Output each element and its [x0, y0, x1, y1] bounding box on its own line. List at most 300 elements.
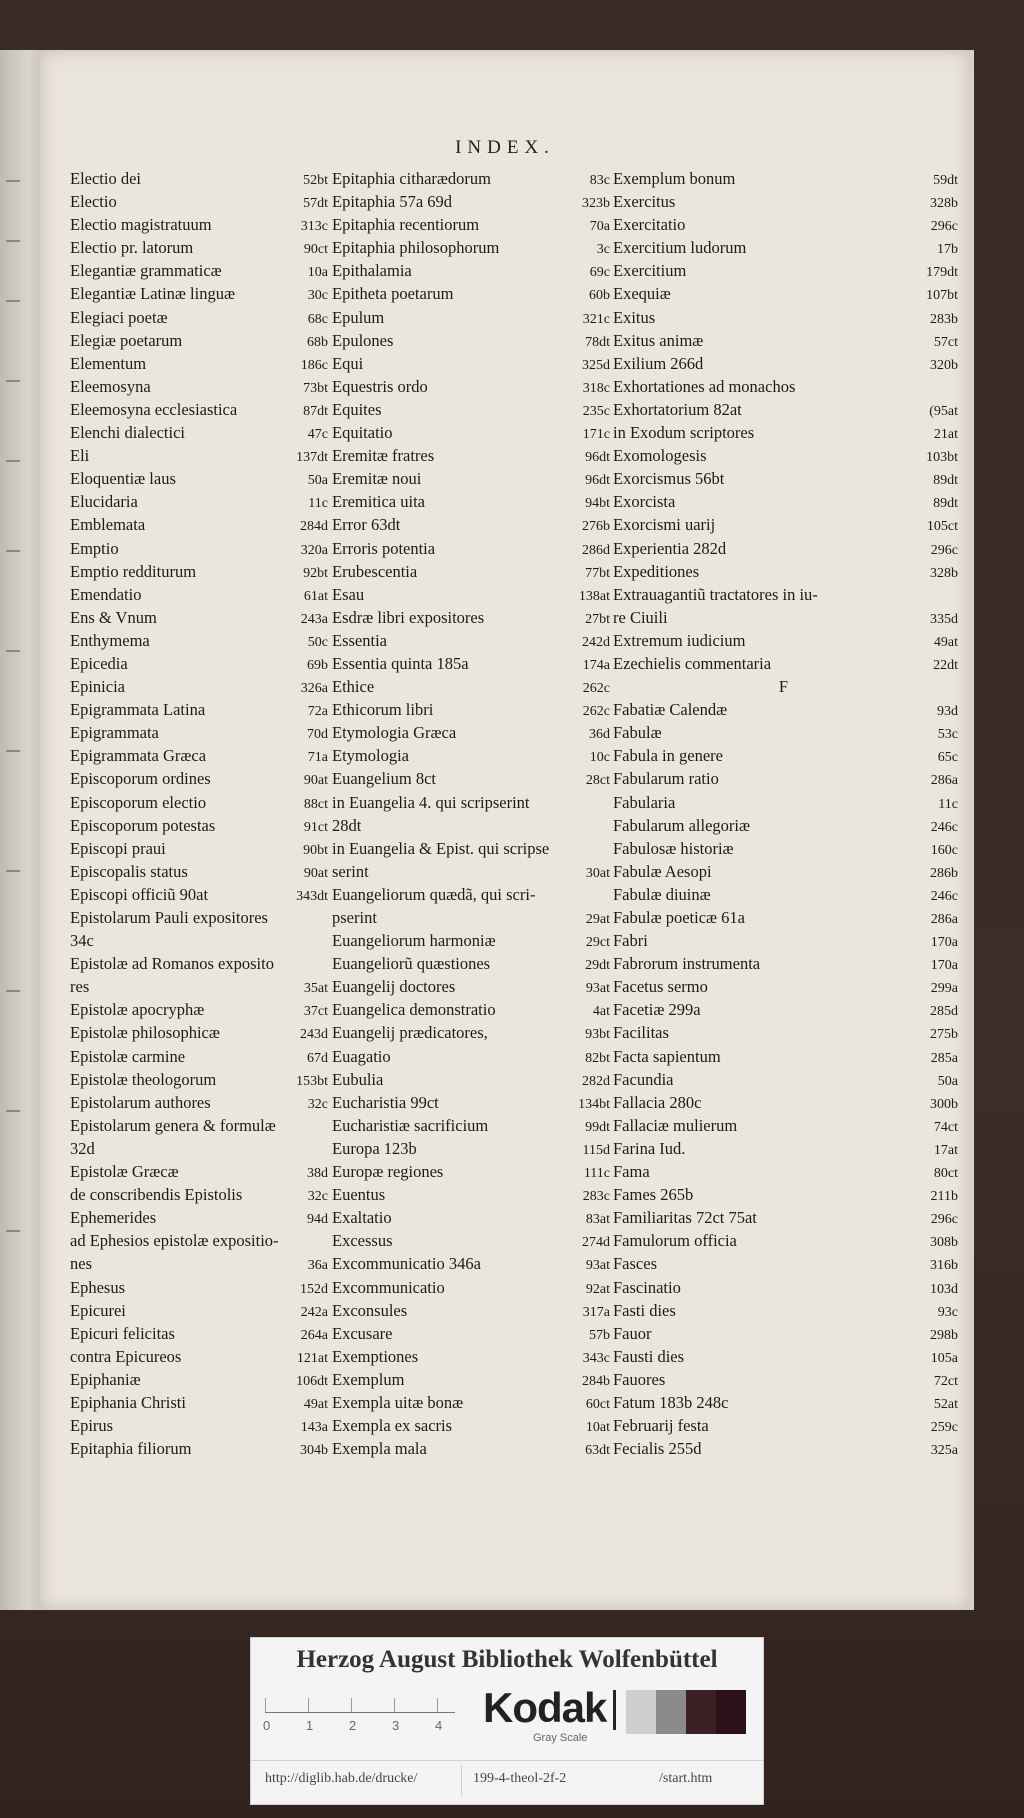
entry-term: Famulorum officia — [613, 1231, 737, 1251]
index-entry — [613, 467, 958, 490]
entry-term: Equites — [332, 399, 382, 419]
entry-reference: 92bt — [303, 565, 328, 581]
entry-term: Elementum — [70, 353, 147, 373]
index-entry — [70, 791, 328, 814]
entry-term: Elegantiæ grammaticæ — [70, 261, 222, 281]
entry-reference: 30at — [585, 865, 610, 881]
index-entry — [70, 698, 328, 721]
entry-term: Erubescentia — [332, 561, 418, 581]
gray-patch — [626, 1690, 656, 1734]
index-entry — [613, 837, 958, 860]
entry-reference: 313c — [300, 219, 328, 235]
entry-reference: 170a — [930, 958, 958, 974]
margin-mark — [6, 750, 20, 752]
index-entry — [332, 352, 610, 375]
entry-reference: 103bt — [926, 450, 958, 466]
entry-reference: 286d — [582, 542, 610, 558]
entry-term: de conscribendis Epistolis — [70, 1185, 243, 1205]
index-entry — [613, 1276, 958, 1299]
entry-reference: 235c — [582, 403, 610, 419]
entry-reference: 286a — [930, 773, 958, 789]
entry-term: Exempla ex sacris — [332, 1416, 453, 1436]
entry-reference: 296c — [930, 219, 958, 235]
entry-term: Eucharistia 99ct — [332, 1092, 439, 1112]
entry-term: Fabulæ diuinæ — [613, 884, 711, 904]
index-entry — [332, 1368, 610, 1391]
entry-term: Europa 123b — [332, 1138, 417, 1158]
entry-reference: 325a — [930, 1443, 958, 1459]
index-entry — [332, 490, 610, 513]
entry-reference: 160c — [930, 842, 958, 858]
entry-reference: 323b — [582, 196, 610, 212]
index-entry — [332, 1091, 610, 1114]
page-title: INDEX. — [455, 137, 555, 158]
entry-term: Eucharistiæ sacrificium — [332, 1115, 489, 1135]
index-entry — [332, 1299, 610, 1322]
entry-reference: 317a — [582, 1304, 610, 1320]
index-entry — [332, 306, 610, 329]
entry-term: Epicedia — [70, 653, 128, 673]
entry-reference: 87dt — [303, 403, 328, 419]
index-entry — [332, 1068, 610, 1091]
index-entry — [613, 998, 958, 1021]
entry-term: Elegantiæ Latinæ linguæ — [70, 284, 235, 304]
entry-reference: 318c — [582, 380, 610, 396]
index-entry — [70, 560, 328, 583]
entry-term: Epitaphia citharædorum — [332, 169, 491, 188]
entry-term: Exconsules — [332, 1300, 408, 1320]
margin-mark — [6, 180, 20, 182]
entry-reference: 179dt — [926, 265, 958, 281]
gray-scale-label: Gray Scale — [533, 1732, 588, 1744]
index-entry — [613, 375, 958, 398]
index-entry — [70, 998, 328, 1021]
entry-reference: 283b — [930, 311, 958, 327]
entry-term: Fasces — [613, 1254, 657, 1274]
entry-reference: 243d — [300, 1027, 328, 1043]
entry-term: Epistolæ philosophicæ — [70, 1023, 220, 1043]
index-entry — [332, 952, 610, 975]
ruler-number: 3 — [392, 1718, 400, 1733]
entry-reference: 94d — [307, 1212, 328, 1228]
entry-term: in Euangelia 4. qui scripserint — [332, 792, 530, 812]
entry-term: Excommunicatio — [332, 1277, 445, 1297]
entry-reference: 320a — [300, 542, 328, 558]
entry-term: Fabatiæ Calendæ — [613, 700, 728, 720]
index-entry — [613, 1299, 958, 1322]
index-entry — [332, 1437, 610, 1460]
entry-term: Exempla uitæ bonæ — [332, 1392, 464, 1412]
index-entry — [332, 1276, 610, 1299]
index-page — [40, 50, 974, 1610]
entry-reference: 285a — [930, 1050, 958, 1066]
index-entry — [613, 698, 958, 721]
entry-reference: 63dt — [585, 1443, 610, 1459]
index-entry — [70, 629, 328, 652]
ruler-number: 4 — [435, 1718, 443, 1733]
entry-reference: 52at — [933, 1396, 958, 1412]
index-entry — [332, 467, 610, 490]
index-entry — [332, 1345, 610, 1368]
entry-term: Fabula in genere — [613, 746, 723, 766]
entry-term: Fauor — [613, 1323, 652, 1343]
entry-reference: 96dt — [585, 450, 610, 466]
entry-reference: 111c — [583, 1166, 610, 1182]
index-entry — [613, 421, 958, 444]
entry-reference: 93at — [585, 1258, 610, 1274]
index-entry — [70, 952, 328, 975]
entry-term: Euagatio — [332, 1046, 391, 1066]
index-entry — [613, 282, 958, 305]
index-entry — [332, 837, 610, 860]
entry-term: Februarij festa — [613, 1416, 709, 1436]
index-entry — [70, 1206, 328, 1229]
index-entry — [613, 560, 958, 583]
index-entry — [332, 513, 610, 536]
entry-reference: 49at — [933, 634, 958, 650]
entry-reference: 242d — [582, 634, 610, 650]
index-entry — [332, 1414, 610, 1437]
entry-term: Exorcismi uarij — [613, 515, 716, 535]
entry-reference: 69c — [589, 265, 610, 281]
index-entry — [70, 282, 328, 305]
index-entry — [70, 1252, 328, 1275]
entry-term: Exitus animæ — [613, 330, 704, 350]
gray-scale-patches — [626, 1690, 746, 1734]
entry-term: Epicuri felicitas — [70, 1323, 175, 1343]
index-entry — [613, 190, 958, 213]
index-entry — [332, 652, 610, 675]
entry-reference: 37ct — [303, 1004, 328, 1020]
index-entry — [332, 929, 610, 952]
index-entry — [70, 675, 328, 698]
entry-reference: 49at — [303, 1396, 328, 1412]
entry-term: Eubulia — [332, 1069, 384, 1089]
index-entry — [70, 837, 328, 860]
entry-reference: 10c — [589, 750, 610, 766]
index-entry — [332, 698, 610, 721]
entry-reference: 83at — [585, 1212, 610, 1228]
entry-reference: 343c — [582, 1350, 610, 1366]
index-entry — [70, 467, 328, 490]
entry-term: Facilitas — [613, 1023, 669, 1043]
index-entry — [332, 906, 610, 929]
index-entry — [70, 1137, 328, 1160]
entry-term: Fabulosæ historiæ — [613, 838, 734, 858]
entry-reference: 10at — [585, 1420, 610, 1436]
ruler-tick — [437, 1698, 438, 1712]
entry-reference: 72ct — [933, 1373, 958, 1389]
index-entry — [332, 744, 610, 767]
index-entry — [70, 259, 328, 282]
entry-term: Essentia quinta 185a — [332, 653, 469, 673]
entry-term: Exercitatio — [613, 215, 686, 235]
entry-term: Epistolarum Pauli expositores — [70, 908, 268, 927]
index-entry — [613, 860, 958, 883]
entry-reference: 82bt — [585, 1050, 610, 1066]
index-entry — [332, 1391, 610, 1414]
index-entry — [70, 1183, 328, 1206]
entry-term: Fama — [613, 1162, 650, 1182]
entry-term: serint — [332, 861, 369, 881]
index-entry — [613, 1391, 958, 1414]
index-entry — [613, 721, 958, 744]
entry-reference: 343dt — [296, 888, 328, 904]
entry-reference: 88ct — [303, 796, 328, 812]
index-entry — [70, 744, 328, 767]
index-entry — [613, 352, 958, 375]
entry-reference: 83c — [589, 173, 610, 188]
entry-reference: 17b — [937, 242, 958, 258]
entry-reference: 93bt — [585, 1027, 610, 1043]
entry-reference: 320b — [930, 357, 958, 373]
index-entry — [70, 814, 328, 837]
entry-term: Exercitus — [613, 192, 676, 212]
entry-reference: 283c — [582, 1189, 610, 1205]
entry-term: Epistolæ carmine — [70, 1046, 186, 1066]
entry-reference: 285d — [930, 1004, 958, 1020]
entry-term: Ephemerides — [70, 1208, 157, 1228]
entry-term: Exorcismus 56bt — [613, 469, 725, 489]
ruler-tick — [265, 1698, 266, 1712]
entry-reference: 73bt — [303, 380, 328, 396]
entry-reference: 296c — [930, 542, 958, 558]
entry-reference: 36d — [589, 727, 610, 743]
entry-reference: 61at — [303, 588, 328, 604]
entry-term: Emblemata — [70, 515, 146, 535]
index-entry — [332, 675, 610, 698]
entry-term: Epitheta poetarum — [332, 284, 454, 304]
entry-reference: 68c — [307, 311, 328, 327]
entry-reference: 296c — [930, 1212, 958, 1228]
entry-reference: 29ct — [585, 935, 610, 951]
index-entry — [332, 167, 610, 190]
entry-reference: 259c — [930, 1420, 958, 1436]
entry-term: Enthymema — [70, 630, 150, 650]
index-entry — [332, 398, 610, 421]
entry-term: Euangelij prædicatores, — [332, 1023, 488, 1043]
index-entry — [332, 190, 610, 213]
index-entry — [613, 1414, 958, 1437]
entry-term: Epitaphia filiorum — [70, 1439, 192, 1459]
index-entry — [613, 929, 958, 952]
margin-mark — [6, 990, 20, 992]
entry-reference: 21at — [933, 427, 958, 443]
entry-reference: 243a — [300, 611, 328, 627]
entry-reference: 4at — [592, 1004, 610, 1020]
entry-term: Facta sapientum — [613, 1046, 721, 1066]
url-base[interactable]: http://diglib.hab.de/drucke/ — [265, 1771, 418, 1786]
entry-reference: 316b — [930, 1258, 958, 1274]
index-entry — [613, 606, 958, 629]
entry-term: Electio magistratuum — [70, 215, 212, 235]
index-entry — [70, 513, 328, 536]
entry-reference: 35at — [303, 981, 328, 997]
entry-reference: 90at — [303, 865, 328, 881]
index-entry — [613, 398, 958, 421]
entry-reference: 274d — [582, 1235, 610, 1251]
entry-reference: 22dt — [933, 657, 958, 673]
entry-term: Exemplum bonum — [613, 169, 736, 188]
entry-reference: 286a — [930, 912, 958, 927]
entry-reference: 115d — [582, 1142, 610, 1158]
entry-term: Fasti dies — [613, 1300, 676, 1320]
entry-term: Ens & Vnum — [70, 607, 157, 627]
entry-reference: 52bt — [303, 173, 328, 188]
entry-term: Familiaritas 72ct 75at — [613, 1208, 757, 1228]
index-entry — [332, 560, 610, 583]
index-entry — [332, 421, 610, 444]
entry-term: Electio pr. latorum — [70, 238, 194, 258]
entry-reference: 94bt — [585, 496, 610, 512]
entry-term: Fatum 183b 248c — [613, 1392, 729, 1412]
entry-term: Fabularum ratio — [613, 769, 719, 789]
entry-reference: 69b — [307, 657, 328, 673]
entry-term: Episcopi praui — [70, 838, 166, 858]
entry-term: Fascinatio — [613, 1277, 681, 1297]
entry-term: Epistolæ Græcæ — [70, 1162, 179, 1182]
entry-reference: 262c — [582, 704, 610, 720]
entry-term: Episcoporum potestas — [70, 815, 216, 835]
entry-term: Fames 265b — [613, 1185, 694, 1205]
index-entry — [70, 329, 328, 352]
entry-reference: 138at — [578, 588, 610, 604]
ruler-number: 2 — [349, 1718, 357, 1733]
entry-term: Excusare — [332, 1323, 393, 1343]
index-entry — [613, 259, 958, 282]
entry-reference: 134bt — [578, 1096, 610, 1112]
url-signature: 199-4-theol-2f-2 — [473, 1771, 567, 1786]
index-entry — [70, 352, 328, 375]
entry-reference: 90ct — [303, 242, 328, 258]
ruler-number: 1 — [306, 1718, 314, 1733]
entry-term: Facundia — [613, 1069, 674, 1089]
index-entry — [332, 375, 610, 398]
entry-term: Epistolæ apocryphæ — [70, 1000, 205, 1020]
entry-term: Eleemosyna ecclesiastica — [70, 399, 238, 419]
entry-reference: 57ct — [933, 334, 958, 350]
entry-term: Euangelium 8ct — [332, 769, 437, 789]
entry-term: Fabularia — [613, 792, 676, 812]
index-entry — [70, 167, 328, 190]
entry-term: Elegiæ poetarum — [70, 330, 183, 350]
entry-term: Fabulæ Aesopi — [613, 861, 712, 881]
entry-term: Fabri — [613, 931, 648, 951]
margin-mark — [6, 1110, 20, 1112]
index-entry — [613, 1345, 958, 1368]
entry-reference: 99dt — [585, 1119, 610, 1135]
entry-term: Experientia 282d — [613, 538, 727, 558]
index-entry — [613, 883, 958, 906]
index-entry — [70, 1160, 328, 1183]
entry-term: Fauores — [613, 1369, 666, 1389]
entry-term: Fabulæ poeticæ 61a — [613, 908, 745, 927]
entry-term: Exilium 266d — [613, 353, 704, 373]
entry-term: Eli — [70, 446, 90, 466]
ruler-tick — [351, 1698, 352, 1712]
entry-term: re Ciuili — [613, 607, 668, 627]
kodak-bar — [613, 1690, 616, 1730]
index-entry — [332, 1206, 610, 1229]
entry-term: pserint — [332, 908, 377, 927]
index-entry — [613, 213, 958, 236]
index-entry — [70, 721, 328, 744]
index-entry — [613, 1045, 958, 1068]
entry-term: Epinicia — [70, 677, 125, 697]
entry-reference: 38d — [307, 1166, 328, 1182]
index-entry — [70, 421, 328, 444]
index-entry — [70, 1045, 328, 1068]
entry-reference: 78dt — [585, 334, 610, 350]
entry-term: Exequiæ — [613, 284, 671, 304]
entry-term: Elucidaria — [70, 492, 138, 512]
entry-reference: 28ct — [585, 773, 610, 789]
entry-term: Eremitæ noui — [332, 469, 422, 489]
ruler-line — [265, 1712, 455, 1713]
entry-term: Facetiæ 299a — [613, 1000, 701, 1020]
entry-reference: 70a — [589, 219, 610, 235]
index-entry — [70, 236, 328, 259]
url-start-page[interactable]: /start.htm — [659, 1771, 713, 1786]
index-entry — [70, 1391, 328, 1414]
entry-reference: 91ct — [303, 819, 328, 835]
entry-term: Epiphaniæ — [70, 1369, 141, 1389]
entry-term: Emptio — [70, 538, 119, 558]
entry-reference: 211b — [930, 1189, 958, 1205]
index-entry — [613, 767, 958, 790]
entry-term: Exercitium ludorum — [613, 238, 747, 258]
index-entry — [613, 1091, 958, 1114]
entry-term: Eleemosyna — [70, 376, 151, 396]
entry-term: Euentus — [332, 1185, 386, 1205]
entry-term: Exhortatorium 82at — [613, 399, 742, 419]
entry-reference: 298b — [930, 1327, 958, 1343]
entry-term: Ephesus — [70, 1277, 125, 1297]
entry-reference: 246c — [930, 888, 958, 904]
entry-term: Epirus — [70, 1416, 114, 1436]
entry-term: Exemplum — [332, 1369, 405, 1389]
entry-term: 28dt — [332, 815, 362, 835]
index-entry — [332, 583, 610, 606]
index-entry — [613, 1114, 958, 1137]
entry-reference: 335d — [930, 611, 958, 627]
index-entry — [332, 1114, 610, 1137]
entry-term: res — [70, 977, 90, 997]
entry-reference: 106dt — [296, 1373, 328, 1389]
entry-reference: 286b — [930, 865, 958, 881]
index-entry — [70, 1068, 328, 1091]
entry-reference: 59dt — [933, 173, 958, 188]
index-entry — [332, 213, 610, 236]
entry-reference: 3c — [596, 242, 610, 258]
entry-reference: 65c — [937, 750, 958, 766]
entry-reference: 93at — [585, 981, 610, 997]
index-entry — [70, 375, 328, 398]
entry-reference: 93d — [937, 704, 958, 720]
entry-term: 32d — [70, 1138, 95, 1158]
entry-term: Expeditiones — [613, 561, 700, 581]
entry-term: Epithalamia — [332, 261, 412, 281]
index-entry — [332, 1021, 610, 1044]
library-name: Herzog August Bibliothek Wolfenbüttel — [296, 1646, 718, 1673]
entry-term: Etymologia — [332, 746, 409, 766]
index-entry — [613, 1322, 958, 1345]
entry-term: Fecialis 255d — [613, 1439, 702, 1459]
index-entry — [613, 906, 958, 929]
index-entry — [70, 1276, 328, 1299]
entry-reference: 328b — [930, 565, 958, 581]
entry-reference: 89dt — [933, 496, 958, 512]
